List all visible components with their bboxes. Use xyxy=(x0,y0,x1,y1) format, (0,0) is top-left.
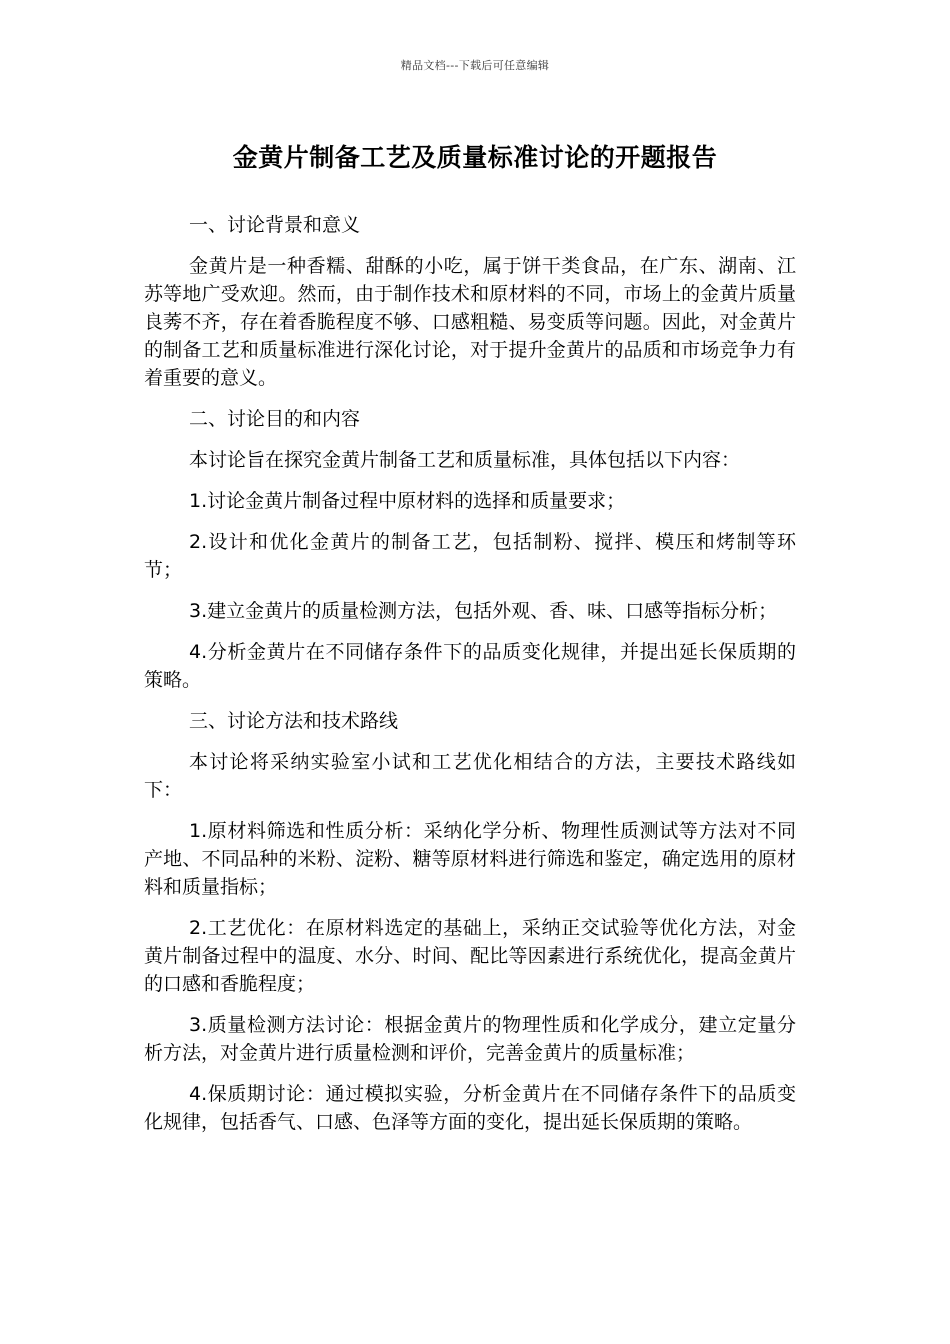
list-item-purpose-2: 2.设计和优化金黄片的制备工艺，包括制粉、搅拌、模压和烤制等环节； xyxy=(144,531,796,581)
section-heading-purpose: 二、讨论目的和内容 xyxy=(189,408,361,430)
list-item-method-4: 4.保质期讨论：通过模拟实验，分析金黄片在不同储存条件下的品质变化规律，包括香气、口感、色泽等方面的变化，提出延长保质期的策略。 xyxy=(144,1083,796,1133)
list-item-method-1: 1.原材料筛选和性质分析：采纳化学分析、物理性质测试等方法对不同产地、不同品种的米粉、淀粉、糖等原材料进行筛选和鉴定，确定选用的原材料和质量指标； xyxy=(144,820,796,898)
section-heading-method: 三、讨论方法和技术路线 xyxy=(189,710,399,732)
list-item-method-2: 2.工艺优化：在原材料选定的基础上，采纳正交试验等优化方法，对金黄片制备过程中的温度、水分、时间、配比等因素进行系统优化，提高金黄片的口感和香脆程度； xyxy=(144,917,796,995)
header-note: 精品文档---下载后可任意编辑 xyxy=(400,59,550,72)
document-body xyxy=(144,211,796,1149)
list-item-method-3: 3.质量检测方法讨论：根据金黄片的物理性质和化学成分，建立定量分析方法，对金黄片进行质量检测和评价，完善金黄片的质量标准； xyxy=(144,1014,796,1064)
document-title: 金黄片制备工艺及质量标准讨论的开题报告 xyxy=(232,143,718,172)
list-item-purpose-4: 4.分析金黄片在不同储存条件下的品质变化规律，并提出延长保质期的策略。 xyxy=(144,641,796,691)
paragraph-background: 金黄片是一种香糯、甜酥的小吃，属于饼干类食品，在广东、湖南、江苏等地广受欢迎。然而，由于制作技术和原材料的不同，市场上的金黄片质量良莠不齐，存在着香脆程度不够、口感粗糙、易变质等问题。因此，对金黄片的制备工艺和质量标准进行深化讨论，对于提升金黄片的品质和市场竞争力有着重要的意义。 xyxy=(144,255,796,389)
section-heading-background: 一、讨论背景和意义 xyxy=(189,214,361,236)
paragraph-method-intro: 本讨论将采纳实验室小试和工艺优化相结合的方法，主要技术路线如下： xyxy=(144,751,796,801)
list-item-purpose-1: 1.讨论金黄片制备过程中原材料的选择和质量要求； xyxy=(189,490,626,512)
paragraph-purpose-intro: 本讨论旨在探究金黄片制备工艺和质量标准，具体包括以下内容： xyxy=(189,449,741,471)
list-item-purpose-3: 3.建立金黄片的质量检测方法，包括外观、香、味、口感等指标分析； xyxy=(189,600,778,622)
